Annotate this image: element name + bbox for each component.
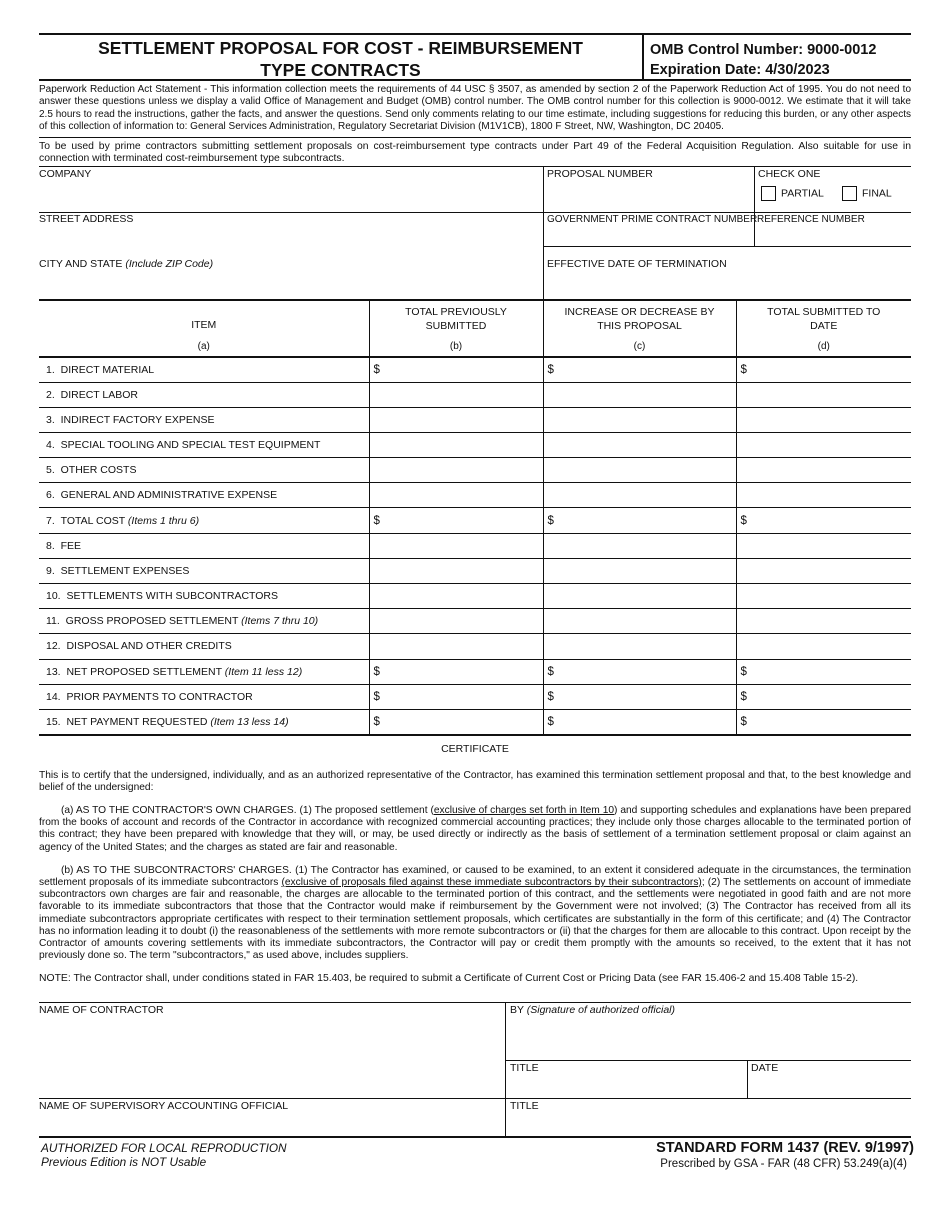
amount-cell[interactable] [543, 609, 736, 634]
item-note: (Item 11 less 12) [224, 665, 303, 678]
amount-cell[interactable] [736, 684, 911, 709]
supervisory-official-label: NAME OF SUPERVISORY ACCOUNTING OFFICIAL [39, 1099, 289, 1112]
signature-block [39, 1002, 911, 1138]
partial-checkbox[interactable] [761, 186, 776, 201]
certificate-section-a: (a) AS TO THE CONTRACTOR'S OWN CHARGES. (1) The proposed settlement (exclusive of charges set forth in Item 10) and supporting schedules and explanations have been prepared from the books of account and records of the Contractor in accordance with recognized commercial accounting practices; they include only those charges allocable to the terminated portion of this contract; they have been prepared with knowledge that they will, or may, be used directly or indirectly as the basis of settlement of a termination settlement proposal or claim against an agency of the United States; and the charges as stated are fair and reasonable. [39, 805, 912, 853]
gov-prime-contract-label: GOVERNMENT PRIME CONTRACT NUMBER [547, 213, 758, 225]
amount-cell[interactable] [736, 634, 911, 659]
item-label [39, 357, 369, 382]
table-row [39, 584, 911, 609]
expiration-date: Expiration Date: 4/30/2023 [650, 62, 830, 78]
currency-symbol: $ [373, 690, 380, 703]
amount-cell[interactable] [736, 483, 911, 508]
title-label: TITLE [510, 1061, 539, 1074]
reproduction-note [41, 1141, 287, 1169]
item-name: NET PAYMENT REQUESTED [66, 715, 208, 728]
amount-cell[interactable] [736, 558, 911, 583]
table-row [39, 432, 911, 457]
item-number: 15. [46, 715, 61, 728]
amount-cell[interactable] [369, 659, 543, 684]
omb-box [642, 35, 911, 79]
divider [39, 1098, 911, 1099]
previous-edition-note: Previous Edition is NOT Usable [41, 1154, 207, 1169]
amount-cell[interactable] [369, 508, 543, 533]
amount-cell[interactable] [369, 558, 543, 583]
omb-control-number: OMB Control Number: 9000-0012 [650, 42, 877, 58]
table-row [39, 659, 911, 684]
column-letter-row [39, 338, 911, 357]
item-label [39, 609, 369, 634]
amount-cell[interactable] [543, 634, 736, 659]
currency-symbol: $ [740, 690, 747, 703]
city-state-label: CITY AND STATE [39, 257, 123, 270]
by-note: (Signature of authorized official) [526, 1003, 675, 1016]
form-footer [39, 1138, 914, 1178]
item-label [39, 382, 369, 407]
divider [505, 1003, 506, 1137]
contractor-name-field[interactable] [39, 1004, 164, 1016]
company-field[interactable] [39, 168, 91, 180]
table-row [39, 684, 911, 709]
currency-symbol: $ [373, 715, 380, 728]
item-name: PRIOR PAYMENTS TO CONTRACTOR [66, 690, 253, 703]
prescribed-by: Prescribed by GSA - FAR (48 CFR) 53.249(a)(4) [660, 1157, 907, 1170]
title-field-2[interactable] [510, 1100, 539, 1112]
amount-cell[interactable] [736, 584, 911, 609]
table-row [39, 558, 911, 583]
amount-cell[interactable] [543, 709, 736, 734]
currency-symbol: $ [740, 514, 747, 527]
date-label: DATE [751, 1061, 779, 1074]
amount-cell[interactable] [369, 407, 543, 432]
divider [747, 1060, 748, 1098]
table-row [39, 533, 911, 558]
currency-symbol: $ [373, 363, 380, 376]
item-number: 14. [46, 690, 61, 703]
partial-option[interactable] [761, 186, 824, 201]
amount-cell[interactable] [543, 357, 736, 382]
reference-number-label: REFERENCE NUMBER [757, 213, 865, 225]
divider [543, 246, 911, 247]
table-row [39, 407, 911, 432]
item-name: GROSS PROPOSED SETTLEMENT [65, 615, 239, 628]
amount-cell[interactable] [736, 458, 911, 483]
column-header-increase: INCREASE OR DECREASE BY THIS PROPOSAL [543, 301, 736, 338]
table-row [39, 634, 911, 659]
item-name: SETTLEMENT EXPENSES [60, 564, 190, 577]
final-label: FINAL [862, 187, 892, 200]
contractor-name-label: NAME OF CONTRACTOR [39, 1003, 164, 1016]
amount-cell[interactable] [736, 533, 911, 558]
item-name: INDIRECT FACTORY EXPENSE [60, 413, 215, 426]
company-label: COMPANY [39, 167, 92, 180]
column-header-total: TOTAL SUBMITTED TO DATE [736, 301, 911, 338]
amount-cell[interactable] [543, 684, 736, 709]
amount-cell[interactable] [543, 533, 736, 558]
item-label [39, 533, 369, 558]
city-state-field[interactable] [39, 258, 213, 270]
gov-prime-contract-field[interactable] [547, 214, 757, 225]
amount-cell[interactable] [369, 483, 543, 508]
table-row [39, 508, 911, 533]
title-line-1: SETTLEMENT PROPOSAL FOR COST - REIMBURSEMENT [98, 38, 583, 58]
amount-cell[interactable] [543, 659, 736, 684]
amount-cell[interactable] [736, 432, 911, 457]
amount-cell[interactable] [543, 558, 736, 583]
certificate-title: CERTIFICATE [441, 742, 509, 755]
currency-symbol: $ [740, 363, 747, 376]
amount-cell[interactable] [369, 584, 543, 609]
certificate-section-b: (b) AS TO THE SUBCONTRACTORS' CHARGES. (1) The Contractor has examined, or caused to be examined, to an extent it considered adequate in the circumstances, the termination settlement proposals of its immediate subcontractors (exclusive of proposals filed against these immediate subcontractors by their subcontractors); (2) The settlements on account of immediate subcontractors own charges are fair and reasonable, the charges are allocable to the terminated portion of this contract, and the settlements were negotiated in good faith and are not more favorable to its immediate subcontractors that those that the Contractor would make if reimbursement by the Government were not involved; (3) The Contractor has received from all its immediate subcontractors appropriate certificates with respect to their termination settlement proposals, which certificates are substantially in the form of this certificate; and (4) The Contractor has no information leading it to doubt (i) the reasonableness of the settlements with more remote subcontractors or (ii) that the charges for them are allocable to this contract. Upon receipt by the Contractor of amounts covering settlements with its immediate subcontractors, the Contractor will pay or credit them promptly with the amounts so received, to the extent that it has not previously done so. The term "subcontractors," as used above, includes suppliers. [39, 864, 911, 962]
column-header-previously: TOTAL PREVIOUSLY SUBMITTED [369, 301, 543, 338]
column-letter: (a) [39, 338, 369, 357]
supervisory-official-field[interactable] [39, 1100, 288, 1112]
item-label [39, 709, 369, 734]
amount-cell[interactable] [369, 432, 543, 457]
divider [505, 1060, 911, 1061]
item-name: SETTLEMENTS WITH SUBCONTRACTORS [66, 590, 279, 603]
item-label [39, 432, 369, 457]
currency-symbol: $ [547, 363, 554, 376]
amount-cell[interactable] [369, 609, 543, 634]
amount-cell[interactable] [543, 508, 736, 533]
amount-cell[interactable] [543, 407, 736, 432]
amount-cell[interactable] [543, 483, 736, 508]
form-page [39, 33, 914, 1178]
title-line-2: TYPE CONTRACTS [260, 60, 421, 80]
final-checkbox[interactable] [842, 186, 857, 201]
currency-symbol: $ [547, 690, 554, 703]
item-name: SPECIAL TOOLING AND SPECIAL TEST EQUIPMENT [60, 438, 321, 451]
date-field[interactable] [751, 1062, 778, 1074]
amount-cell[interactable] [369, 533, 543, 558]
item-label [39, 684, 369, 709]
amount-cell[interactable] [369, 709, 543, 734]
column-letter: (d) [736, 338, 911, 357]
table-row [39, 709, 911, 734]
item-number: 11. [46, 615, 60, 628]
amount-cell[interactable] [736, 508, 911, 533]
amount-cell[interactable] [543, 584, 736, 609]
item-number: 9. [46, 564, 55, 577]
check-one-label: CHECK ONE [758, 167, 821, 180]
amount-cell[interactable] [369, 458, 543, 483]
item-name: OTHER COSTS [60, 464, 137, 477]
city-state-note: (Include ZIP Code) [125, 257, 214, 270]
amount-cell[interactable] [369, 382, 543, 407]
divider [754, 166, 755, 246]
currency-symbol: $ [547, 514, 554, 527]
table-row [39, 609, 911, 634]
item-label [39, 407, 369, 432]
amount-cell[interactable] [736, 407, 911, 432]
divider [543, 166, 544, 301]
by-label: BY [510, 1003, 524, 1016]
amount-cell[interactable] [543, 432, 736, 457]
paperwork-statement: Paperwork Reduction Act Statement - This information collection meets the requirements of 44 USC § 3507, as amended by section 2 of the Paperwork Reduction Act of 1995. You do not need to answer these questions unless we display a valid Office of Management and Budget (OMB) control number. The OMB control number for this collection is 9000-0012. We estimate that it will take 2.5 hours to read the instructions, gather the facts, and answer the questions. Send only comments relating to our time estimate, including suggestions for reducing this burden, or any other aspects of this collection of information to: General Services Administration, Regulatory Secretariat Division (M1V1CB), 1800 F Street, NW, Washington, DC 20405. [39, 84, 911, 138]
item-number: 10. [46, 590, 61, 603]
title-field[interactable] [510, 1062, 539, 1074]
amount-cell[interactable] [736, 659, 911, 684]
item-label [39, 659, 369, 684]
table-row [39, 382, 911, 407]
proposal-number-label: PROPOSAL NUMBER [547, 167, 653, 180]
currency-symbol: $ [547, 665, 554, 678]
item-number: 12. [46, 640, 61, 653]
amount-cell[interactable] [736, 357, 911, 382]
amount-cell[interactable] [543, 382, 736, 407]
partial-label: PARTIAL [781, 187, 824, 200]
column-header-item: ITEM [191, 319, 217, 332]
item-name: FEE [60, 539, 82, 552]
item-number: 5. [46, 464, 55, 477]
usage-note: To be used by prime contractors submitting settlement proposals on cost-reimbursement type contracts under Part 49 of the Federal Acquisition Regulation. Also suitable for use in connection with terminated cost-reimbursement type subcontracts. [39, 140, 911, 165]
table-row [39, 357, 911, 382]
certificate-note: NOTE: The Contractor shall, under conditions stated in FAR 15.403, be required to submit a Certificate of Current Cost or Pricing Data (see FAR 15.406-2 and 15.408 Table 15-2). [39, 973, 859, 985]
standard-form-number: STANDARD FORM 1437 (REV. 9/1997) [656, 1139, 914, 1156]
amount-cell[interactable] [369, 684, 543, 709]
company-info-block [39, 166, 911, 301]
street-address-label: STREET ADDRESS [39, 212, 134, 225]
item-label [39, 508, 369, 533]
amount-cell[interactable] [736, 609, 911, 634]
item-number: 7. [46, 514, 55, 527]
item-label [39, 558, 369, 583]
signature-field[interactable] [510, 1004, 675, 1016]
item-name: NET PROPOSED SETTLEMENT [66, 665, 222, 678]
item-name: DISPOSAL AND OTHER CREDITS [66, 640, 232, 653]
street-address-field[interactable] [39, 213, 133, 225]
proposal-number-field[interactable] [547, 168, 653, 180]
column-letter: (c) [543, 338, 736, 357]
item-number: 1. [46, 363, 55, 376]
table-row [39, 458, 911, 483]
divider [39, 166, 911, 167]
item-number: 2. [46, 388, 55, 401]
currency-symbol: $ [547, 715, 554, 728]
item-note: (Item 13 less 14) [210, 715, 289, 728]
table-header-row [39, 301, 911, 338]
currency-symbol: $ [373, 514, 380, 527]
form-identifier [656, 1140, 914, 1170]
item-number: 4. [46, 438, 55, 451]
currency-symbol: $ [740, 715, 747, 728]
amount-cell[interactable] [369, 357, 543, 382]
item-label [39, 584, 369, 609]
item-name: GENERAL AND ADMINISTRATIVE EXPENSE [60, 489, 278, 502]
item-number: 13. [46, 665, 61, 678]
form-title [39, 35, 642, 79]
form-header [39, 33, 911, 81]
amount-cell[interactable] [543, 458, 736, 483]
reference-number-field[interactable] [757, 214, 865, 225]
amount-cell[interactable] [736, 709, 911, 734]
item-note: (Items 7 thru 10) [241, 615, 319, 628]
table-row [39, 483, 911, 508]
item-name: DIRECT MATERIAL [60, 363, 155, 376]
title-label-2: TITLE [510, 1099, 539, 1112]
currency-symbol: $ [740, 665, 747, 678]
item-number: 3. [46, 413, 55, 426]
item-label [39, 458, 369, 483]
final-option[interactable] [842, 186, 892, 201]
effective-date-field[interactable] [547, 258, 727, 270]
cost-items-table [39, 301, 911, 736]
item-label [39, 483, 369, 508]
item-number: 8. [46, 539, 55, 552]
item-label [39, 634, 369, 659]
item-name: TOTAL COST [60, 514, 125, 527]
effective-date-label: EFFECTIVE DATE OF TERMINATION [547, 257, 727, 270]
certificate-intro: This is to certify that the undersigned, individually, and as an authorized representative of the Contractor, has examined this termination settlement proposal and that, to the best knowledge and belief of the undersigned: [39, 769, 911, 793]
currency-symbol: $ [373, 665, 380, 678]
divider [39, 212, 911, 213]
item-name: DIRECT LABOR [60, 388, 139, 401]
item-note: (Items 1 thru 6) [127, 514, 200, 527]
authorized-reproduction: AUTHORIZED FOR LOCAL REPRODUCTION [41, 1140, 287, 1155]
amount-cell[interactable] [736, 382, 911, 407]
item-number: 6. [46, 489, 55, 502]
column-letter: (b) [369, 338, 543, 357]
amount-cell[interactable] [369, 634, 543, 659]
